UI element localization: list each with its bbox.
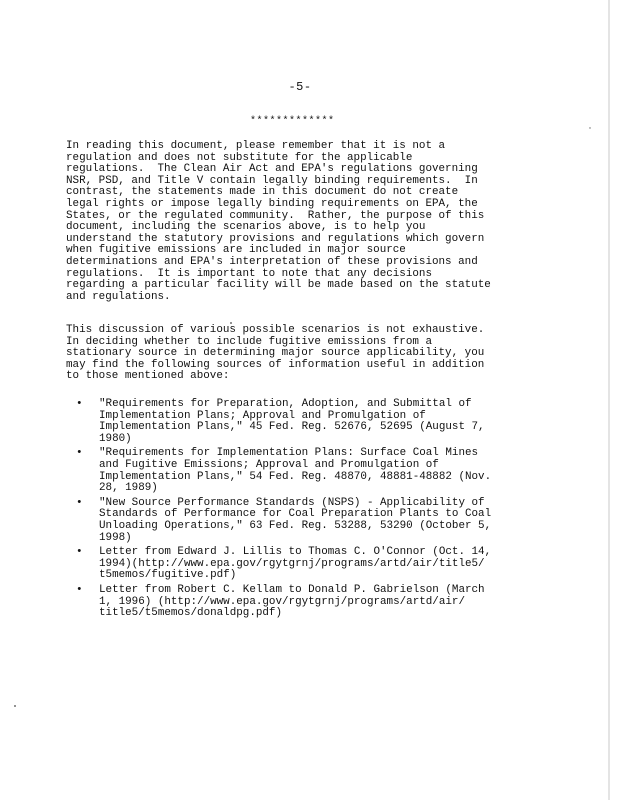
bullet-icon: • bbox=[76, 546, 83, 559]
disclaimer-paragraph: In reading this document, please remember that it is not a regulation and does not substitute for the applicable regulations. The Clean Air Act and EPA's regulations governing NSR, PSD, and Title V contain legally binding requirements. In contrast, the statements made in this document do not create legal rights or impose legally binding requirements on EPA, the States, or the regulated community. Rather, the purpose of this document, including the scenarios above, is to help you understand the statutory provisions and regulations which govern when fugitive emissions are included in major source determinations and EPA's interpretation of these provisions and regulations. It is important to note that any decisions regarding a particular facility will be made based on the statute and regulations. bbox=[66, 140, 491, 303]
reference-text: "Requirements for Implementation Plans: Surface Coal Mines and Fugitive Emissions; Approval and Promulgation of Implementation Plans," 54 Fed. Reg. 48870, 48881-48882 (Nov. 28, 1989) bbox=[99, 447, 492, 495]
bullet-icon: • bbox=[76, 583, 83, 596]
page-number: -5- bbox=[288, 80, 312, 94]
scenarios-paragraph: This discussion of various possible scenarios is not exhaustive. In deciding whether to include fugitive emissions from a stationary source in determining major source applicability, you may find the following sources of information useful in addition to those mentioned above: bbox=[66, 324, 485, 383]
scan-speck bbox=[589, 127, 590, 128]
reference-text: Letter from Edward J. Lillis to Thomas C. O'Connor (Oct. 14, 1994)(http://www.epa.gov/rgytgrnj/programs/artd/air/title5/ t5memos/fugitive.pdf) bbox=[99, 546, 492, 582]
reference-item bbox=[76, 547, 616, 582]
reference-item bbox=[76, 498, 616, 544]
bullet-icon: • bbox=[76, 398, 83, 410]
reference-text: "Requirements for Preparation, Adoption, and Submittal of Implementation Plans; Approval and Promulgation of Implementation Plans," 45 Fed. Reg. 52676, 52695 (August 7, 1980) bbox=[99, 398, 485, 445]
reference-list bbox=[76, 399, 616, 623]
asterisk-separator: ************* bbox=[250, 116, 335, 127]
scan-speck bbox=[14, 705, 16, 707]
reference-item bbox=[76, 585, 616, 620]
reference-item bbox=[76, 399, 616, 445]
bullet-icon: • bbox=[76, 496, 83, 509]
bullet-icon: • bbox=[76, 447, 83, 460]
reference-text: Letter from Robert C. Kellam to Donald P. Gabrielson (March 1, 1996) (http://www.epa.gov/rgytgrnj/programs/artd/air/ title5/t5memos/donaldpg.pdf) bbox=[99, 583, 485, 620]
reference-text: "New Source Performance Standards (NSPS) - Applicability of Standards of Performance for Coal Preparation Plants to Coal Unloading Operations," 63 Fed. Reg. 53288, 53290 (October 5, 1998) bbox=[99, 496, 492, 544]
reference-item bbox=[76, 448, 616, 494]
